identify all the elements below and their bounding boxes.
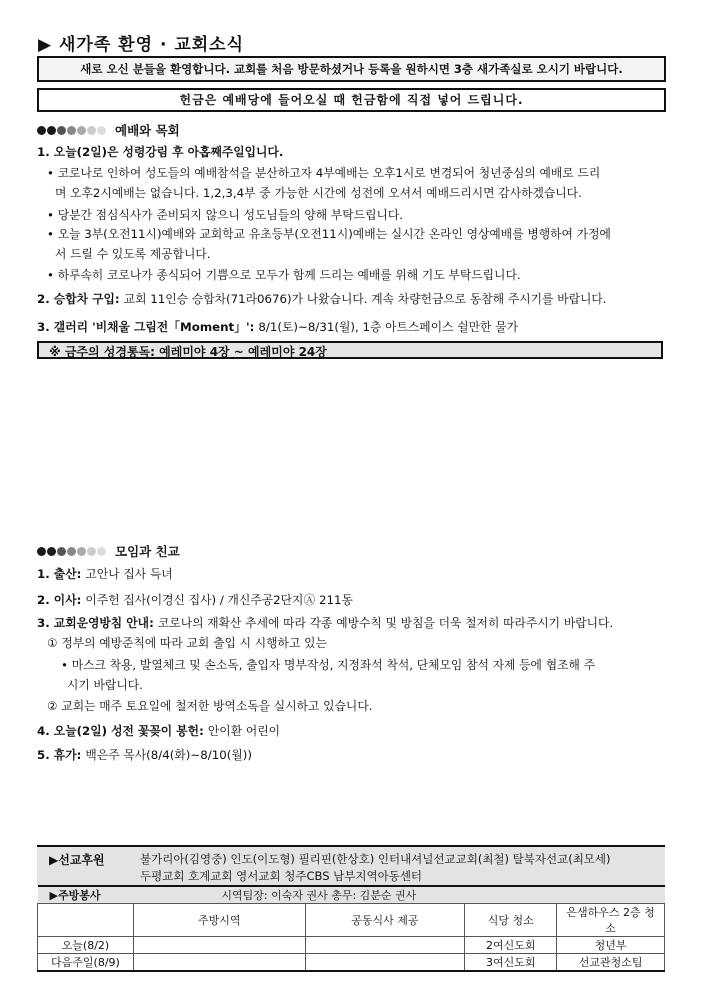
list-item (37, 143, 283, 160)
list-item (47, 266, 521, 283)
item-text: 안이환 어린이 (207, 724, 281, 738)
table-cell (133, 954, 305, 972)
list-item (47, 206, 403, 223)
item-text: ① 정부의 예방준칙에 따라 교회 출입 시 시행하고 있는 (47, 636, 327, 650)
table-cell (305, 937, 465, 954)
item-text: ② 교회는 매주 토요일에 철저한 방역소독을 실시하고 있습니다. (47, 699, 373, 713)
list-item (37, 614, 613, 631)
mission-label: ▶선교후원 (49, 853, 105, 867)
list-item (37, 565, 173, 582)
table-header-cell: 은샘하우스 2층 청소 (557, 904, 665, 937)
item-text: 8/1(토)~8/31(월), 1층 아트스페이스 쉴만한 물가 (258, 320, 518, 334)
list-item (37, 722, 280, 739)
item-label: 이사: (53, 593, 86, 607)
list-item (37, 290, 607, 307)
list-item (67, 676, 143, 693)
table-row (38, 937, 665, 954)
item-label: 승합차 구입: (53, 292, 124, 306)
item-label: 오늘(2일)은 성령강림 후 아홉째주일입니다. (53, 145, 284, 159)
list-item (47, 225, 611, 242)
mission-line-1: 불가리아(김영중) 인도(이도형) 필리핀(한상호) 인터내셔널선교교회(최철) 탈북자선교(최모세) (140, 852, 611, 866)
page-title: ▶ 새가족 환영 · 교회소식 (38, 35, 245, 55)
table-header-cell: 식당 청소 (465, 904, 557, 937)
item-text: 시기 바랍니다. (67, 678, 143, 692)
list-item (47, 697, 372, 714)
item-text: • 오늘 3부(오전11시)예배와 교회학교 유초등부(오전11시)예배는 실시간 온라인 영상예배를 병행하여 가정에 (47, 227, 611, 241)
list-item (37, 591, 353, 608)
table-header-cell (38, 904, 134, 937)
table-cell: 2여신도회 (465, 937, 557, 954)
item-label: 갤러리 '비채울 그림전「Moment」': (53, 320, 259, 334)
offering-notice: 헌금은 예배당에 들어오실 때 헌금함에 직접 넣어 드립니다. (37, 88, 666, 112)
list-item (55, 245, 211, 262)
fellowship-heading (37, 542, 180, 560)
item-label: 출산: (53, 567, 86, 581)
table-row (38, 954, 665, 972)
item-number: 3. (37, 320, 54, 334)
item-text: 코로나의 재확산 추세에 따라 각종 예방수칙 및 방침을 더욱 철저히 따라주시기 바랍니다. (157, 616, 614, 630)
bullet-dots-icon (37, 547, 107, 556)
list-item (47, 164, 600, 181)
item-number: 2. (37, 292, 54, 306)
welcome-notice: 새로 오신 분들을 환영합니다. 교회를 처음 방문하셨거나 등록을 원하시면 3층 새가족실로 오시기 바랍니다. (37, 56, 666, 82)
list-item (37, 318, 518, 335)
item-number: 1. (37, 145, 54, 159)
list-item (47, 634, 327, 651)
item-number: 1. (37, 567, 54, 581)
bullet-dots-icon (37, 126, 107, 135)
table-cell: 3여신도회 (465, 954, 557, 972)
item-label: 오늘(2일) 성전 꽃꽂이 봉헌: (53, 724, 208, 738)
list-item (55, 184, 582, 201)
mission-line-2: 두평교회 호계교회 영서교회 청주CBS 남부지역아동센터 (140, 869, 423, 883)
item-text: • 당분간 점심식사가 준비되지 않으니 성도님들의 양해 부탁드립니다. (47, 208, 404, 222)
table-cell: 다음주일(8/9) (38, 954, 134, 972)
item-text: • 마스크 착용, 발열체크 및 손소독, 출입자 명부작성, 지정좌석 착석, 단체모임 참석 자제 등에 협조해 주 (61, 658, 596, 672)
table-cell (133, 937, 305, 954)
item-text: 백은주 목사(8/4(화)~8/10(월)) (85, 748, 252, 762)
table-header-cell: 주방시역 (133, 904, 305, 937)
item-label: 휴가: (53, 748, 86, 762)
item-number: 3. (37, 616, 54, 630)
item-number: 2. (37, 593, 54, 607)
table-cell: 청년부 (557, 937, 665, 954)
item-text: 서 드릴 수 있도록 제공합니다. (55, 247, 211, 261)
table-cell: 오늘(8/2) (38, 937, 134, 954)
item-text: 며 오후2시예배는 없습니다. 1,2,3,4부 중 가능한 시간에 성전에 오셔서 예배드리시면 감사하겠습니다. (55, 186, 582, 200)
kitchen-label: ▶주방봉사 (38, 886, 134, 904)
worship-heading (37, 121, 180, 139)
item-number: 4. (37, 724, 54, 738)
mission-support-box (37, 845, 665, 885)
kitchen-service-table (37, 885, 665, 972)
item-text: 교회 11인승 승합차(71라0676)가 나왔습니다. 계속 차량헌금으로 동참해 주시기를 바랍니다. (123, 292, 607, 306)
table-cell (305, 954, 465, 972)
item-text: 이주헌 집사(이경신 집사) / 개신주공2단지Ⓐ 211동 (85, 593, 353, 607)
table-cell: 선교관청소팀 (557, 954, 665, 972)
kitchen-staff: 시역팀장: 이숙자 권사 총무: 김분순 권사 (133, 886, 664, 904)
list-item (61, 656, 595, 673)
fellowship-heading-label: 모임과 친교 (115, 544, 180, 559)
table-header-cell: 공동식사 제공 (305, 904, 465, 937)
worship-heading-label: 예배와 목회 (115, 123, 180, 138)
item-text: • 코로나로 인하여 성도들의 예배참석을 분산하고자 4부예배는 오후1시로 변경되어 청년중심의 예배로 드리 (47, 166, 601, 180)
list-item (37, 746, 252, 763)
item-label: 교회운영방침 안내: (53, 616, 158, 630)
item-text: • 하루속히 코로나가 종식되어 기쁨으로 모두가 함께 드리는 예배를 위해 기도 부탁드립니다. (47, 268, 521, 282)
item-number: 5. (37, 748, 54, 762)
item-text: 고안나 집사 득녀 (85, 567, 173, 581)
bible-reading-notice: ※ 금주의 성경통독: 예레미야 4장 ~ 예레미야 24장 (37, 341, 663, 359)
